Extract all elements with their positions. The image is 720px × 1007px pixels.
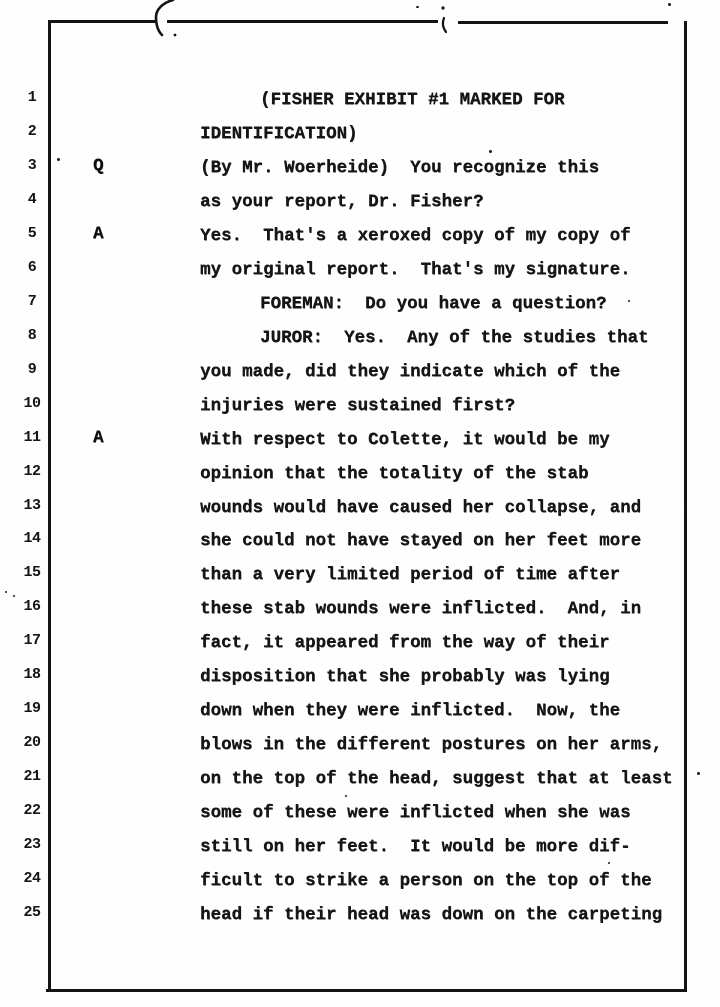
toner-speck	[416, 6, 419, 8]
transcript-line	[0, 87, 720, 121]
line-number: 14	[23, 530, 41, 548]
line-number: 22	[23, 802, 41, 820]
line-number: 15	[23, 564, 41, 582]
transcript-line	[0, 325, 720, 359]
line-number: 4	[27, 190, 37, 208]
transcript-line	[0, 189, 720, 223]
line-text: wounds would have caused her collapse, and	[200, 497, 642, 518]
line-number: 19	[23, 700, 41, 718]
line-text: some of these were inflicted when she was	[200, 803, 631, 824]
line-number: 7	[27, 292, 37, 310]
line-number: 17	[23, 632, 41, 650]
line-text: ficult to strike a person on the top of the	[200, 871, 652, 892]
transcript-line	[0, 121, 720, 155]
line-text: than a very limited period of time after	[200, 565, 621, 586]
line-text: (By Mr. Woerheide) You recognize this	[200, 157, 600, 178]
page-border-top-a1	[48, 20, 156, 23]
line-text: FOREMAN: Do you have a question?	[260, 293, 607, 314]
transcript-line	[0, 596, 720, 630]
line-number: 13	[23, 496, 41, 514]
line-text: fact, it appeared from the way of their	[200, 633, 610, 654]
transcript-line	[0, 868, 720, 902]
line-text: With respect to Colette, it would be my	[200, 429, 610, 450]
line-number: 16	[23, 598, 41, 616]
speaker-marker: Q	[93, 155, 104, 176]
line-number: 11	[23, 428, 41, 446]
transcript-line	[0, 359, 720, 393]
line-number: 20	[23, 734, 41, 752]
line-text: IDENTIFICATION)	[200, 123, 358, 144]
line-text: you made, did they indicate which of the	[200, 361, 621, 382]
line-text: head if their head was down on the carpeting	[200, 905, 663, 926]
line-number: 2	[27, 122, 37, 140]
line-text: on the top of the head, suggest that at least	[200, 769, 673, 790]
line-text: (FISHER EXHIBIT #1 MARKED FOR	[260, 90, 565, 110]
line-text: these stab wounds were inflicted. And, in	[200, 599, 642, 620]
transcript-line	[0, 495, 720, 529]
transcript-line	[0, 393, 720, 427]
line-number: 12	[23, 462, 41, 480]
transcript-line	[0, 902, 720, 936]
line-text: opinion that the totality of the stab	[200, 463, 589, 484]
page-border-bottom	[46, 989, 687, 992]
transcript-line	[0, 698, 720, 732]
transcript-line	[0, 664, 720, 698]
line-text: my original report. That's my signature.	[200, 259, 631, 280]
line-text: blows in the different postures on her arms,	[200, 735, 663, 756]
speaker-marker: A	[93, 223, 104, 244]
transcript-line	[0, 766, 720, 800]
transcript-line	[0, 461, 720, 495]
line-number: 6	[27, 258, 37, 276]
line-number: 9	[27, 360, 37, 378]
line-number: 25	[23, 904, 41, 922]
transcript-line	[0, 834, 720, 868]
line-number: 3	[27, 156, 37, 174]
line-text: injuries were sustained first?	[200, 395, 516, 416]
handwritten-paren-mark	[146, 0, 184, 44]
page-border-top-b	[458, 21, 668, 24]
line-number: 8	[27, 326, 37, 344]
line-text: JUROR: Yes. Any of the studies that	[260, 327, 649, 348]
line-number: 23	[23, 836, 41, 854]
transcript-line	[0, 800, 720, 834]
transcript-line	[0, 732, 720, 766]
transcript-line	[0, 427, 720, 461]
transcript-line	[0, 562, 720, 596]
toner-speck	[668, 3, 671, 6]
line-number: 10	[23, 394, 41, 412]
page-border-top-a2	[167, 20, 438, 23]
line-number: 1	[27, 89, 37, 106]
line-text: she could not have stayed on her feet more	[200, 531, 642, 552]
line-number: 5	[27, 224, 37, 242]
line-text: still on her feet. It would be more dif-	[200, 837, 631, 858]
line-text: Yes. That's a xeroxed copy of my copy of	[200, 225, 631, 246]
transcript-line	[0, 257, 720, 291]
line-text: disposition that she probably was lying	[200, 667, 610, 688]
line-number: 21	[23, 768, 41, 786]
line-number: 24	[23, 870, 41, 888]
pen-tick-mark	[432, 2, 454, 36]
transcript-line	[0, 155, 720, 189]
transcript-line	[0, 291, 720, 325]
speaker-marker: A	[93, 427, 104, 448]
transcript-line	[0, 630, 720, 664]
line-text: down when they were inflicted. Now, the	[200, 701, 621, 722]
transcript-line	[0, 528, 720, 562]
transcript-line	[0, 223, 720, 257]
line-number: 18	[23, 666, 41, 684]
line-text: as your report, Dr. Fisher?	[200, 191, 484, 212]
